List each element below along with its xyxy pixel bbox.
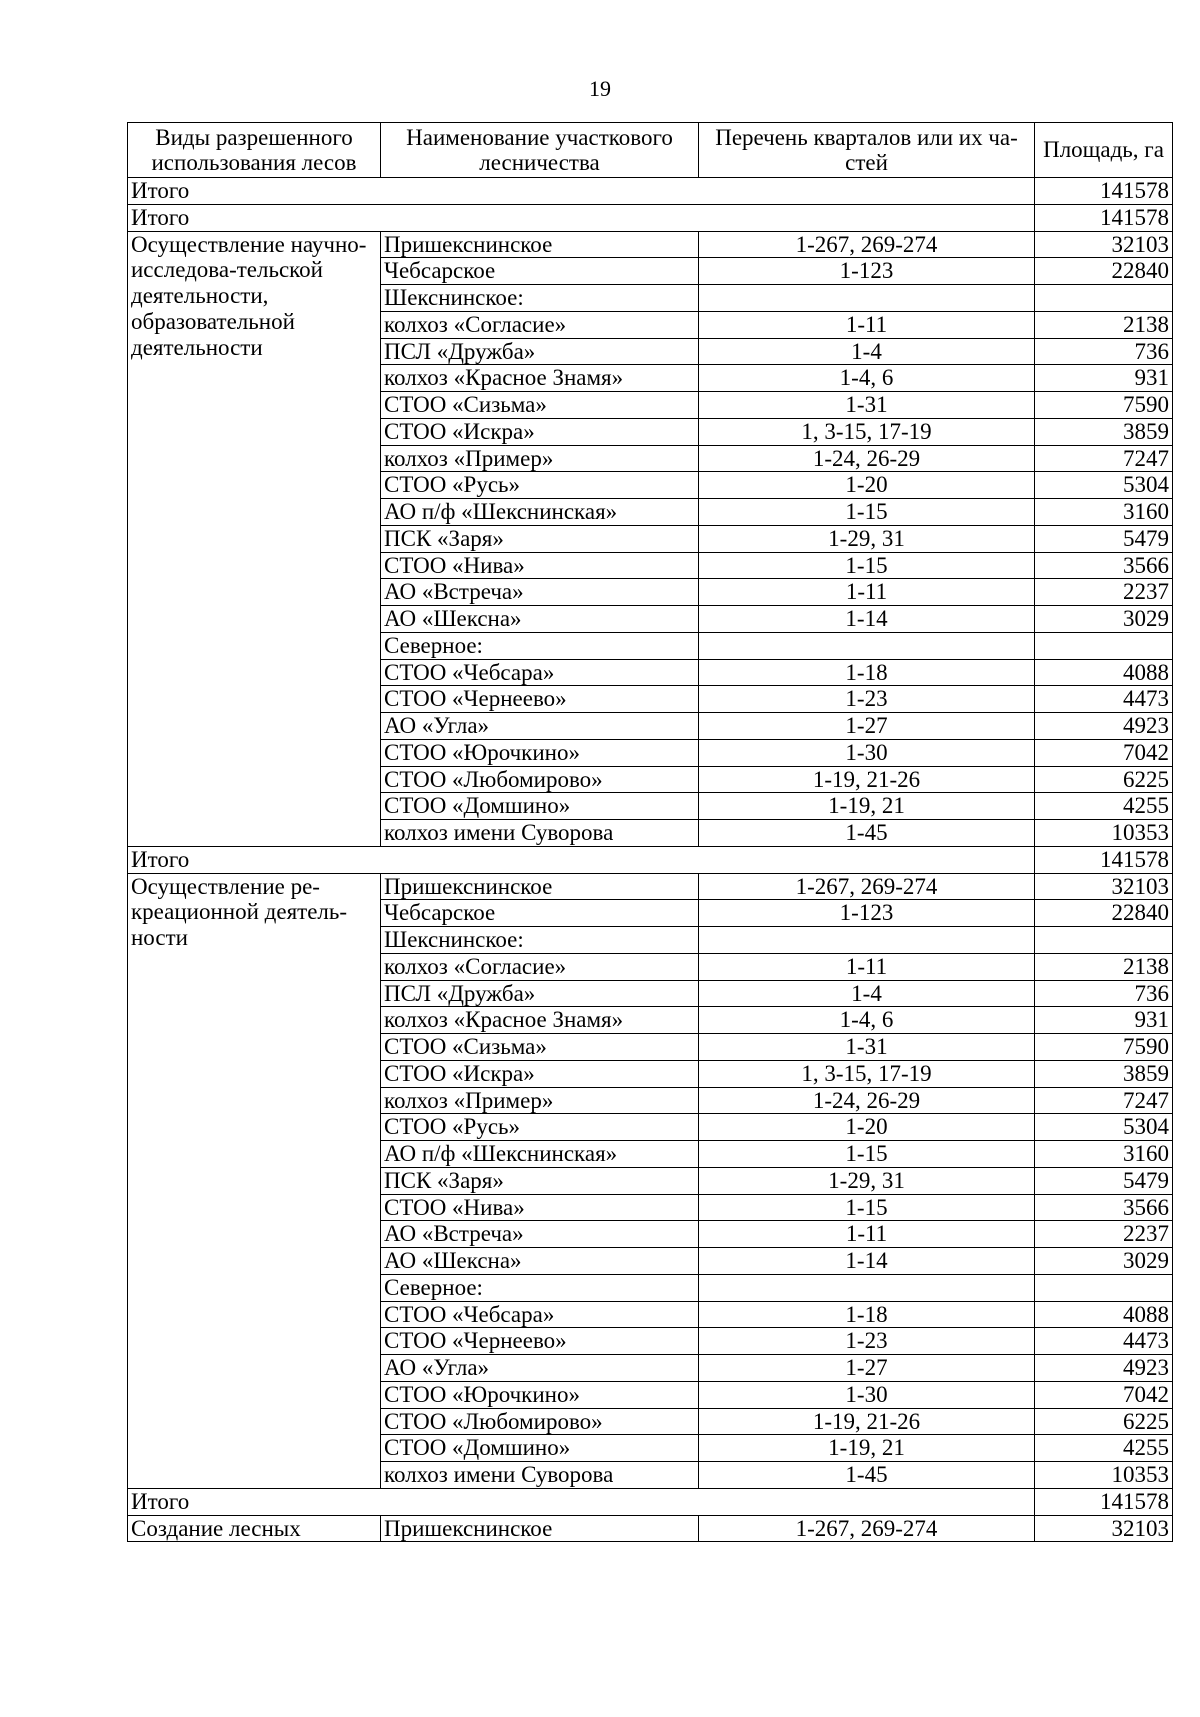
forestry-cell: Чебсарское	[381, 900, 699, 927]
forestry-cell: колхоз «Пример»	[381, 1087, 699, 1114]
area-cell: 7590	[1035, 1034, 1173, 1061]
area-cell: 2138	[1035, 311, 1173, 338]
forestry-cell: Шекснинское:	[381, 285, 699, 312]
quarters-cell: 1, 3-15, 17-19	[699, 1060, 1035, 1087]
total-row	[128, 178, 1173, 205]
forestry-cell: СТОО «Нива»	[381, 1194, 699, 1221]
quarters-cell: 1-30	[699, 739, 1035, 766]
area-cell: 3566	[1035, 1194, 1173, 1221]
forestry-cell: АО п/ф «Шекснинская»	[381, 1141, 699, 1168]
forestry-cell: Северное:	[381, 1274, 699, 1301]
total-value: 141578	[1035, 846, 1173, 873]
forestry-cell: Шекснинское:	[381, 927, 699, 954]
forestry-cell: СТОО «Домшино»	[381, 1435, 699, 1462]
area-cell: 4473	[1035, 686, 1173, 713]
forestry-cell: колхоз «Красное Знамя»	[381, 365, 699, 392]
forestry-cell: СТОО «Любомирово»	[381, 766, 699, 793]
quarters-cell: 1-19, 21	[699, 1435, 1035, 1462]
quarters-cell: 1-45	[699, 820, 1035, 847]
table-header	[128, 123, 1173, 178]
forestry-cell: СТОО «Любомирово»	[381, 1408, 699, 1435]
quarters-cell: 1-29, 31	[699, 1167, 1035, 1194]
quarters-cell: 1-23	[699, 686, 1035, 713]
area-cell: 6225	[1035, 1408, 1173, 1435]
quarters-cell: 1-123	[699, 258, 1035, 285]
quarters-cell: 1-11	[699, 953, 1035, 980]
area-cell: 931	[1035, 1007, 1173, 1034]
quarters-cell	[699, 632, 1035, 659]
forestry-cell: колхоз «Согласие»	[381, 311, 699, 338]
area-cell	[1035, 285, 1173, 312]
quarters-cell: 1-18	[699, 1301, 1035, 1328]
forestry-cell: Чебсарское	[381, 258, 699, 285]
quarters-cell: 1-20	[699, 1114, 1035, 1141]
area-cell: 5304	[1035, 1114, 1173, 1141]
total-label: Итого	[128, 178, 1035, 205]
forestry-cell: АО п/ф «Шекснинская»	[381, 499, 699, 526]
forestry-cell: колхоз имени Суворова	[381, 820, 699, 847]
forestry-cell: ПСК «Заря»	[381, 525, 699, 552]
forestry-cell: СТОО «Искра»	[381, 1060, 699, 1087]
forestry-cell: Пришекснинское	[381, 231, 699, 258]
header-quarters: Перечень кварталов или их ча-стей	[699, 123, 1035, 178]
quarters-cell: 1-4	[699, 338, 1035, 365]
quarters-cell: 1-15	[699, 499, 1035, 526]
header-area: Площадь, га	[1035, 123, 1173, 178]
forestry-cell: СТОО «Домшино»	[381, 793, 699, 820]
use-type-cell: Создание лесных	[128, 1515, 381, 1542]
forestry-cell: АО «Встреча»	[381, 579, 699, 606]
quarters-cell: 1-4, 6	[699, 365, 1035, 392]
forestry-cell: АО «Угла»	[381, 713, 699, 740]
forestry-cell: АО «Шексна»	[381, 1248, 699, 1275]
forestry-cell: колхоз имени Суворова	[381, 1462, 699, 1489]
area-cell: 3859	[1035, 1060, 1173, 1087]
quarters-cell: 1-15	[699, 1194, 1035, 1221]
header-forestry: Наименование участкового лесничества	[381, 123, 699, 178]
area-cell: 3160	[1035, 499, 1173, 526]
total-label: Итого	[128, 204, 1035, 231]
area-cell: 3029	[1035, 1248, 1173, 1275]
area-cell: 4255	[1035, 793, 1173, 820]
quarters-cell: 1-23	[699, 1328, 1035, 1355]
area-cell: 7247	[1035, 1087, 1173, 1114]
total-row	[128, 846, 1173, 873]
quarters-cell: 1-27	[699, 713, 1035, 740]
forestry-cell: ПСЛ «Дружба»	[381, 338, 699, 365]
total-row	[128, 1488, 1173, 1515]
header-row	[128, 123, 1173, 178]
area-cell	[1035, 927, 1173, 954]
table-row	[128, 231, 1173, 258]
area-cell: 2237	[1035, 1221, 1173, 1248]
area-cell: 5304	[1035, 472, 1173, 499]
area-cell: 4923	[1035, 713, 1173, 740]
forestry-cell: СТОО «Чернеево»	[381, 1328, 699, 1355]
forestry-cell: СТОО «Чебсара»	[381, 659, 699, 686]
area-cell: 2237	[1035, 579, 1173, 606]
forestry-cell: Пришекснинское	[381, 1515, 699, 1542]
quarters-cell: 1-123	[699, 900, 1035, 927]
forestry-cell: СТОО «Русь»	[381, 1114, 699, 1141]
quarters-cell: 1-19, 21	[699, 793, 1035, 820]
quarters-cell: 1-45	[699, 1462, 1035, 1489]
area-cell: 4923	[1035, 1355, 1173, 1382]
area-cell: 3859	[1035, 418, 1173, 445]
quarters-cell: 1-24, 26-29	[699, 445, 1035, 472]
total-value: 141578	[1035, 1488, 1173, 1515]
page-number: 19	[589, 76, 611, 101]
total-value: 141578	[1035, 204, 1173, 231]
area-cell: 736	[1035, 338, 1173, 365]
quarters-cell: 1-4, 6	[699, 1007, 1035, 1034]
area-cell: 6225	[1035, 766, 1173, 793]
total-value: 141578	[1035, 178, 1173, 205]
quarters-cell: 1-19, 21-26	[699, 766, 1035, 793]
forestry-cell: СТОО «Чебсара»	[381, 1301, 699, 1328]
quarters-cell: 1-18	[699, 659, 1035, 686]
quarters-cell: 1-31	[699, 392, 1035, 419]
quarters-cell: 1-24, 26-29	[699, 1087, 1035, 1114]
area-cell: 7042	[1035, 1381, 1173, 1408]
total-row	[128, 204, 1173, 231]
forest-use-table	[127, 122, 1173, 1542]
quarters-cell: 1-30	[699, 1381, 1035, 1408]
quarters-cell: 1-14	[699, 606, 1035, 633]
table-row	[128, 1515, 1173, 1542]
area-cell: 10353	[1035, 820, 1173, 847]
area-cell: 4473	[1035, 1328, 1173, 1355]
area-cell: 5479	[1035, 1167, 1173, 1194]
forestry-cell: СТОО «Русь»	[381, 472, 699, 499]
forestry-cell: СТОО «Нива»	[381, 552, 699, 579]
quarters-cell: 1-19, 21-26	[699, 1408, 1035, 1435]
quarters-cell: 1-27	[699, 1355, 1035, 1382]
header-use-type: Виды разрешенного использования лесов	[128, 123, 381, 178]
forestry-cell: СТОО «Юрочкино»	[381, 739, 699, 766]
forestry-cell: ПСК «Заря»	[381, 1167, 699, 1194]
area-cell: 22840	[1035, 900, 1173, 927]
quarters-cell: 1-15	[699, 1141, 1035, 1168]
quarters-cell: 1, 3-15, 17-19	[699, 418, 1035, 445]
quarters-cell: 1-29, 31	[699, 525, 1035, 552]
area-cell: 3566	[1035, 552, 1173, 579]
area-cell: 7247	[1035, 445, 1173, 472]
area-cell: 736	[1035, 980, 1173, 1007]
quarters-cell: 1-267, 269-274	[699, 1515, 1035, 1542]
forestry-cell: Пришекснинское	[381, 873, 699, 900]
area-cell: 22840	[1035, 258, 1173, 285]
use-type-cell: Осуществление научно-исследова-тельской деятельности, образовательной деятельности	[128, 231, 381, 846]
forestry-cell: СТОО «Сизьма»	[381, 392, 699, 419]
area-cell: 7042	[1035, 739, 1173, 766]
area-cell	[1035, 632, 1173, 659]
forestry-cell: ПСЛ «Дружба»	[381, 980, 699, 1007]
forestry-cell: СТОО «Чернеево»	[381, 686, 699, 713]
total-label: Итого	[128, 1488, 1035, 1515]
forestry-cell: колхоз «Красное Знамя»	[381, 1007, 699, 1034]
area-cell: 4088	[1035, 659, 1173, 686]
forestry-cell: колхоз «Согласие»	[381, 953, 699, 980]
use-type-cell: Осуществление ре-креационной деятель-ности	[128, 873, 381, 1488]
table-body	[128, 178, 1173, 1542]
quarters-cell: 1-267, 269-274	[699, 231, 1035, 258]
quarters-cell	[699, 285, 1035, 312]
quarters-cell: 1-267, 269-274	[699, 873, 1035, 900]
forestry-cell: АО «Угла»	[381, 1355, 699, 1382]
quarters-cell	[699, 927, 1035, 954]
quarters-cell: 1-15	[699, 552, 1035, 579]
table-row	[128, 873, 1173, 900]
quarters-cell	[699, 1274, 1035, 1301]
area-cell: 7590	[1035, 392, 1173, 419]
total-label: Итого	[128, 846, 1035, 873]
area-cell: 32103	[1035, 231, 1173, 258]
forestry-cell: АО «Шексна»	[381, 606, 699, 633]
quarters-cell: 1-4	[699, 980, 1035, 1007]
forestry-cell: СТОО «Юрочкино»	[381, 1381, 699, 1408]
forestry-cell: СТОО «Искра»	[381, 418, 699, 445]
quarters-cell: 1-11	[699, 1221, 1035, 1248]
forestry-cell: СТОО «Сизьма»	[381, 1034, 699, 1061]
quarters-cell: 1-20	[699, 472, 1035, 499]
area-cell: 32103	[1035, 873, 1173, 900]
forestry-cell: АО «Встреча»	[381, 1221, 699, 1248]
area-cell: 931	[1035, 365, 1173, 392]
quarters-cell: 1-31	[699, 1034, 1035, 1061]
area-cell: 10353	[1035, 1462, 1173, 1489]
forestry-cell: колхоз «Пример»	[381, 445, 699, 472]
quarters-cell: 1-11	[699, 311, 1035, 338]
forestry-cell: Северное:	[381, 632, 699, 659]
area-cell: 5479	[1035, 525, 1173, 552]
area-cell: 3029	[1035, 606, 1173, 633]
area-cell: 2138	[1035, 953, 1173, 980]
area-cell: 4255	[1035, 1435, 1173, 1462]
quarters-cell: 1-11	[699, 579, 1035, 606]
area-cell: 3160	[1035, 1141, 1173, 1168]
area-cell	[1035, 1274, 1173, 1301]
area-cell: 32103	[1035, 1515, 1173, 1542]
area-cell: 4088	[1035, 1301, 1173, 1328]
quarters-cell: 1-14	[699, 1248, 1035, 1275]
